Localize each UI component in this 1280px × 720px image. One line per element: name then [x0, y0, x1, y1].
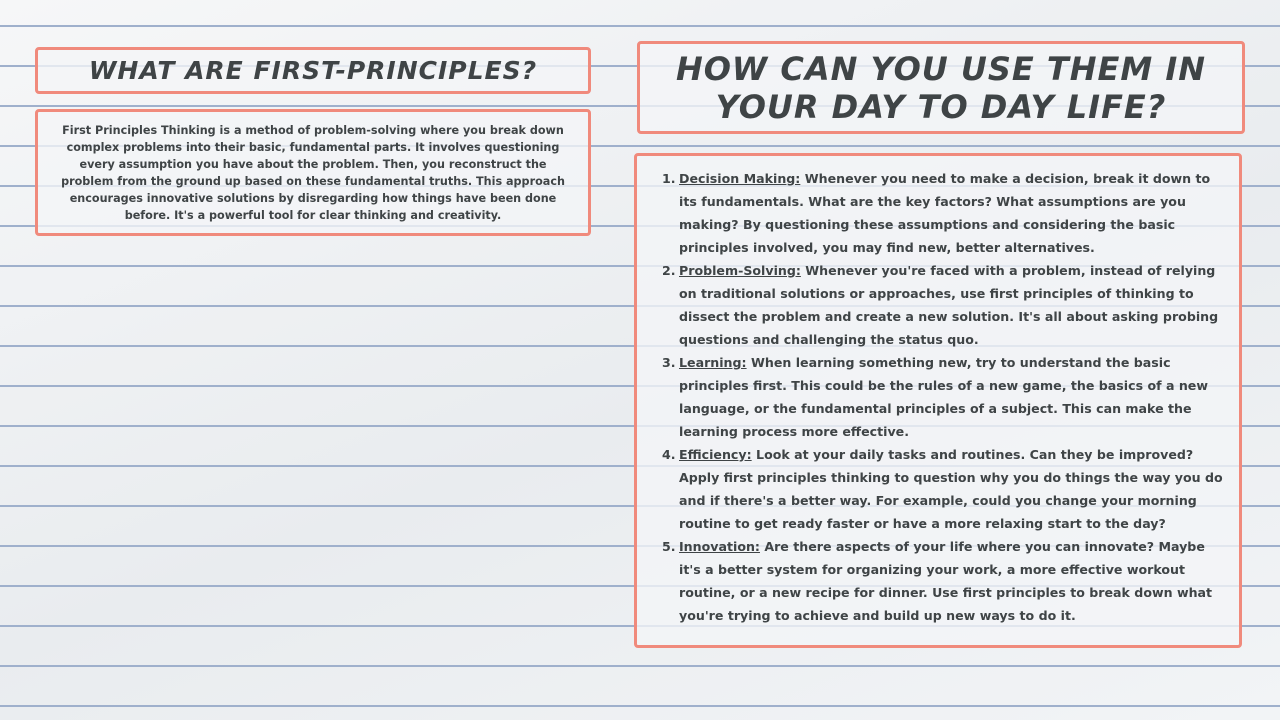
list-item-learning	[657, 351, 1225, 443]
right-title-box	[637, 41, 1245, 134]
list-term: Innovation:	[679, 539, 760, 554]
list-item-problem-solving	[657, 259, 1225, 351]
left-title-box	[35, 47, 591, 94]
usage-list	[657, 167, 1225, 627]
list-term: Efficiency:	[679, 447, 752, 462]
list-text: Whenever you need to make a decision, break it down to its fundamentals. What are the key factors? What assumptions are you making? By questioning these assumptions and considering the basic principles involved, you may find new, better alternatives.	[679, 171, 1211, 255]
left-body-box	[35, 109, 591, 236]
list-term: Problem-Solving:	[679, 263, 801, 278]
list-text: Whenever you're faced with a problem, instead of relying on traditional solutions or approaches, use first principles of thinking to dissect the problem and create a new solution. It's all about asking probing questions and challenging the status quo.	[679, 263, 1219, 347]
left-body-text: First Principles Thinking is a method of problem-solving where you break down complex problems into their basic, fundamental parts. It involves questioning every assumption you have about the problem. Then, you reconstruct the problem from the ground up based on these fundamental truths. This approach encourages innovative solutions by disregarding how things have been done before. It's a powerful tool for clear thinking and creativity.	[61, 123, 565, 222]
right-title: HOW CAN YOU USE THEM IN YOUR DAY TO DAY LIFE?	[675, 49, 1207, 126]
list-text: When learning something new, try to understand the basic principles first. This could be the rules of a new game, the basics of a new language, or the fundamental principles of a subject. This can make the learning process more effective.	[679, 355, 1208, 439]
list-term: Learning:	[679, 355, 747, 370]
list-text: Look at your daily tasks and routines. Can they be improved? Apply first principles thinking to question why you do things the way you do and if there's a better way. For example, could you change your morning routine to get ready faster or have a more relaxing start to the day?	[679, 447, 1223, 531]
list-term: Decision Making:	[679, 171, 801, 186]
list-number: 4.	[662, 447, 676, 462]
list-number: 2.	[662, 263, 676, 278]
left-title: WHAT ARE FIRST-PRINCIPLES?	[88, 56, 538, 85]
list-item-efficiency	[657, 443, 1225, 535]
list-number: 3.	[662, 355, 676, 370]
right-body-box	[634, 153, 1242, 648]
list-item-innovation	[657, 535, 1225, 627]
list-text: Are there aspects of your life where you can innovate? Maybe it's a better system for organizing your work, a more effective workout routine, or a new recipe for dinner. Use first principles to break down what you're trying to achieve and build up new ways to do it.	[679, 539, 1213, 623]
list-number: 5.	[662, 539, 676, 554]
list-number: 1.	[662, 171, 676, 186]
list-item-decision-making	[657, 167, 1225, 259]
